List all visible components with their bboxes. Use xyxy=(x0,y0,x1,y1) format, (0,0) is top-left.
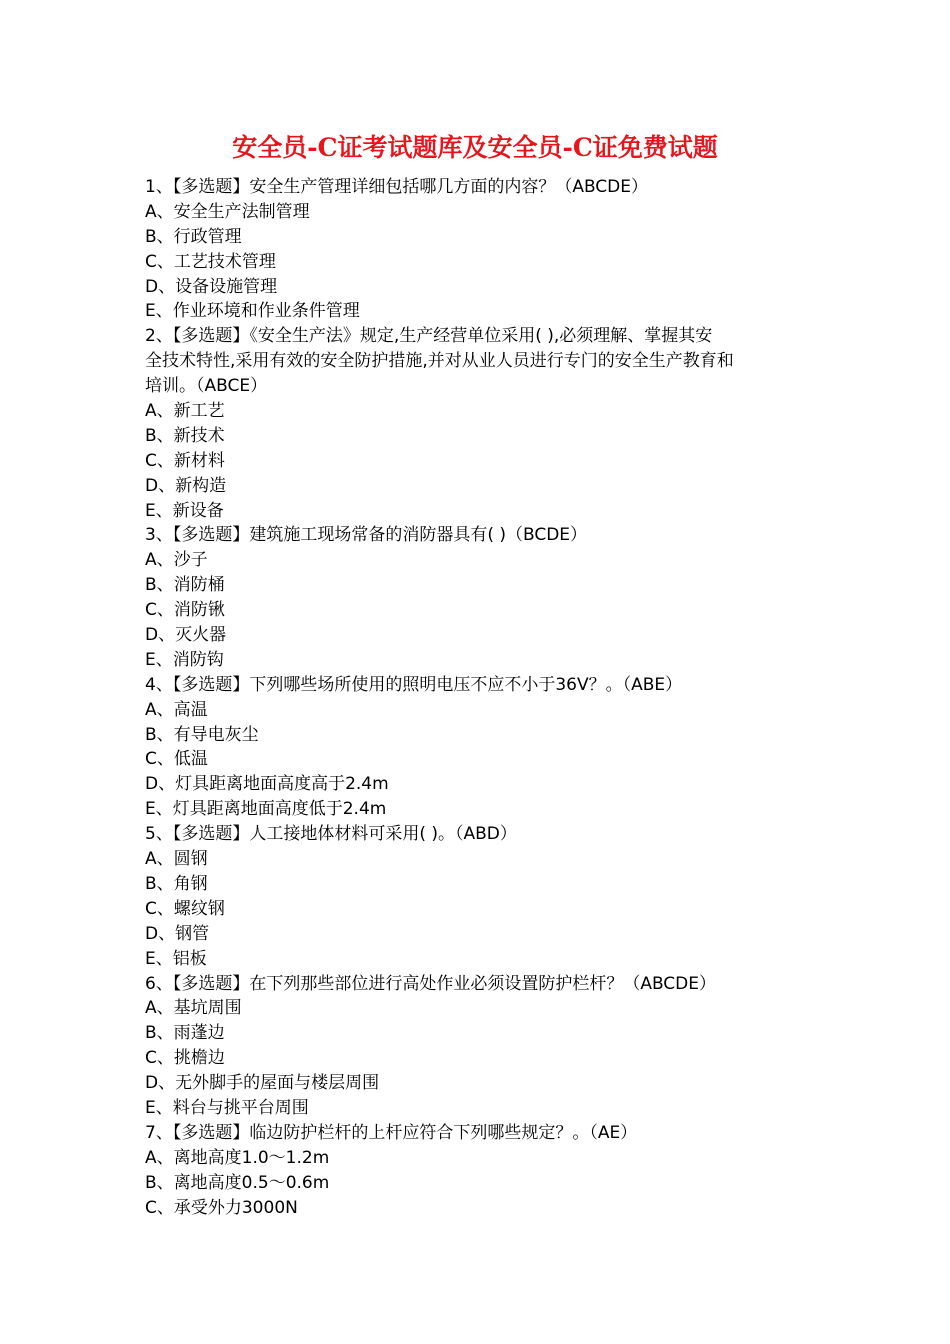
answer-option: A、圆钢 xyxy=(145,849,208,870)
answer-option: C、新材料 xyxy=(145,450,225,471)
answer-option: A、高温 xyxy=(145,699,208,720)
answer-option: C、低温 xyxy=(145,749,208,770)
question-stem: 3、【多选题】建筑施工现场常备的消防器具有( )（BCDE） xyxy=(145,525,588,546)
question-list xyxy=(145,175,815,1220)
answer-option: B、有导电灰尘 xyxy=(145,724,259,745)
answer-option: B、消防桶 xyxy=(145,575,225,596)
answer-option: B、行政管理 xyxy=(145,226,242,247)
question-block xyxy=(145,324,815,523)
answer-option: E、灯具距离地面高度低于2.4m xyxy=(145,799,387,820)
answer-option: A、新工艺 xyxy=(145,401,225,422)
answer-option: E、新设备 xyxy=(145,500,224,521)
question-stem: 5、【多选题】人工接地体材料可采用( )。（ABD） xyxy=(145,824,517,845)
answer-option: E、作业环境和作业条件管理 xyxy=(145,301,360,322)
answer-option: A、离地高度1.0～1.2m xyxy=(145,1147,330,1168)
answer-option: D、钢管 xyxy=(145,923,210,944)
question-block xyxy=(145,175,815,324)
question-stem: 4、【多选题】下列哪些场所使用的照明电压不应不小于36V？。（ABE） xyxy=(145,674,683,695)
answer-option: A、安全生产法制管理 xyxy=(145,201,310,222)
answer-option: C、消防锹 xyxy=(145,600,225,621)
question-stem: 6、【多选题】在下列那些部位进行高处作业必须设置防护栏杆？（ABCDE） xyxy=(145,973,717,994)
question-stem: 2、【多选题】《安全生产法》规定,生产经营单位采用( ),必须理解、掌握其安 xyxy=(145,326,713,347)
answer-option: C、承受外力3000N xyxy=(145,1197,298,1218)
question-stem: 7、【多选题】临边防护栏杆的上杆应符合下列哪些规定？。（AE） xyxy=(145,1122,638,1143)
answer-option: D、设备设施管理 xyxy=(145,276,278,297)
answer-option: A、基坑周围 xyxy=(145,998,242,1019)
page-title: 安全员-C证考试题库及安全员-C证免费试题 xyxy=(232,133,718,162)
answer-option: E、铝板 xyxy=(145,948,207,969)
answer-option: C、工艺技术管理 xyxy=(145,251,276,272)
answer-option: D、灭火器 xyxy=(145,625,227,646)
question-stem: 1、【多选题】安全生产管理详细包括哪几方面的内容？（ABCDE） xyxy=(145,177,649,197)
answer-option: C、螺纹钢 xyxy=(145,898,225,919)
answer-option: B、新技术 xyxy=(145,425,225,446)
question-block xyxy=(145,822,815,971)
answer-option: D、新构造 xyxy=(145,475,227,496)
answer-option: B、角钢 xyxy=(145,873,208,894)
answer-option: C、挑檐边 xyxy=(145,1048,225,1069)
answer-option: B、离地高度0.5～0.6m xyxy=(145,1172,330,1193)
answer-option: E、料台与挑平台周围 xyxy=(145,1097,309,1118)
question-stem: 培训。（ABCE） xyxy=(145,376,268,397)
answer-option: A、沙子 xyxy=(145,550,208,571)
question-stem: 全技术特性,采用有效的安全防护措施,并对从业人员进行专门的安全生产教育和 xyxy=(145,351,734,372)
question-block xyxy=(145,1121,815,1221)
question-block xyxy=(145,972,815,1121)
answer-option: D、无外脚手的屋面与楼层周围 xyxy=(145,1073,380,1094)
answer-option: B、雨蓬边 xyxy=(145,1023,225,1044)
question-block xyxy=(145,673,815,822)
question-block xyxy=(145,523,815,672)
answer-option: E、消防钩 xyxy=(145,649,224,670)
answer-option: D、灯具距离地面高度高于2.4m xyxy=(145,774,389,795)
